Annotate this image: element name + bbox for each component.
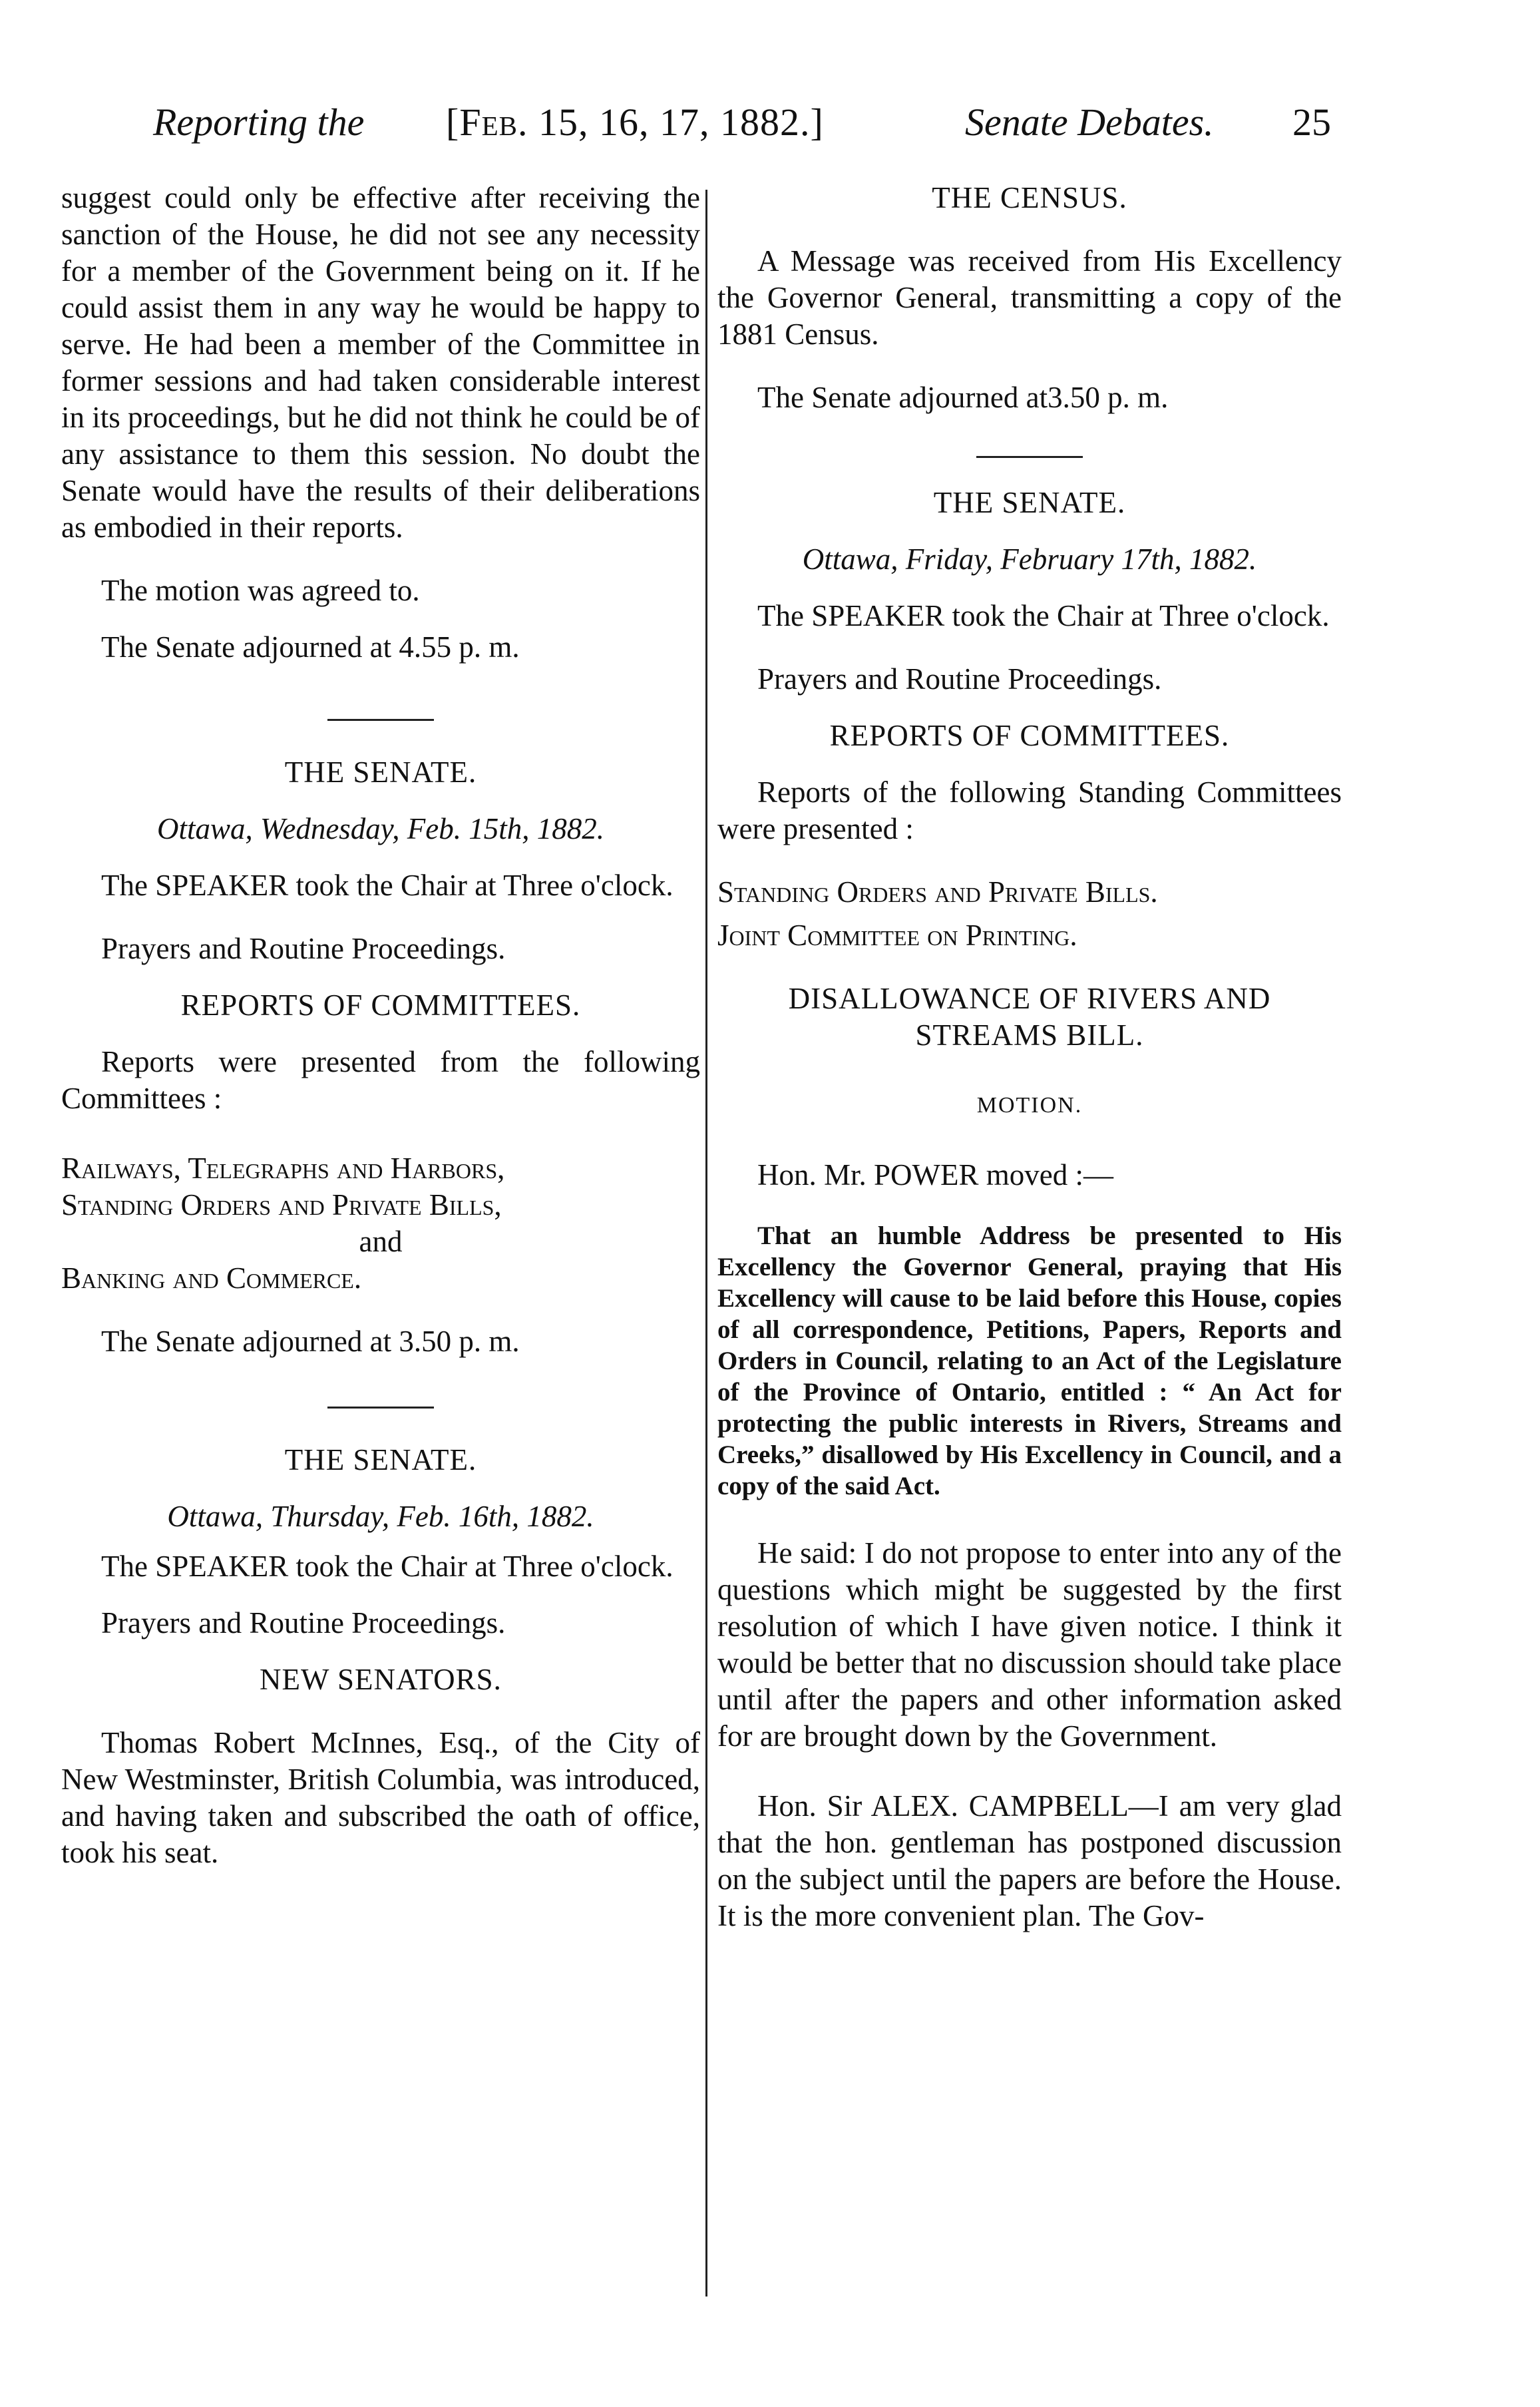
prayers-text: Prayers and Routine Proceedings.: [101, 932, 506, 965]
motion-text: That an humble Address be presented to His Excellency the Governor General, praying that His Excellency will cause to be laid before this House, copies of all correspondence, Petitions, Papers, Reports and Orders in Council, relating to an Act of the Legislature of the Province of Ontario, entitled : “ An Act for protecting the public interests in Rivers, Streams and Creeks,” disallowed by His Excellency in Council, and a copy of the said Act.: [717, 1221, 1342, 1500]
reports-intro: Reports were presented from the following Committees :: [61, 1045, 700, 1115]
section-rule: [327, 719, 434, 721]
header-left: Reporting the: [153, 101, 365, 144]
he-said-text: He said: I do not propose to enter into any of the questions which might be suggested by the first resolution of which I have given notice. I think it would be better that no discussion should take place until after the papers and other information asked for are brought down by the Government.: [717, 1536, 1342, 1753]
prayers-text: Prayers and Routine Proceedings.: [101, 1606, 506, 1640]
new-senators-heading: NEW SENATORS.: [260, 1663, 502, 1696]
header-right: Senate Debates.: [965, 101, 1214, 144]
dateline: Ottawa, Thursday, Feb. 16th, 1882.: [167, 1500, 594, 1533]
committee-conjunction: and: [359, 1225, 403, 1258]
speaker-text: The SPEAKER took the Chair at Three o'clock.: [101, 869, 674, 902]
dateline: Ottawa, Friday, February 17th, 1882.: [802, 543, 1257, 576]
power-moved: Hon. Mr. POWER moved :—: [757, 1158, 1113, 1192]
senate-title: THE SENATE.: [933, 486, 1126, 519]
page-number: 25: [1292, 101, 1331, 144]
committee-item: Standing Orders and Private Bills.: [717, 875, 1158, 909]
section-rule: [976, 456, 1083, 458]
speaker-text: The SPEAKER took the Chair at Three o'clock.: [101, 1550, 674, 1583]
prayers-text: Prayers and Routine Proceedings.: [757, 662, 1162, 696]
campbell-text: Hon. Sir ALEX. CAMPBELL—I am very glad that the hon. gentleman has postponed discussion on the subject until the papers are before the House. It is the more convenient plan. The Gov-: [717, 1789, 1342, 1932]
reports-heading: REPORTS OF COMMITTEES.: [180, 988, 581, 1022]
reports-intro: Reports of the following Standing Committees were presented :: [717, 775, 1342, 845]
adjourned-text: The Senate adjourned at 4.55 p. m.: [101, 630, 520, 664]
committee-item: Banking and Commerce.: [61, 1261, 362, 1295]
senate-title: THE SENATE.: [284, 1443, 477, 1476]
census-heading: THE CENSUS.: [932, 181, 1127, 214]
adjourned-text: The Senate adjourned at 3.50 p. m.: [101, 1325, 520, 1358]
right-column: [717, 180, 1342, 1934]
section-rule: [327, 1407, 434, 1409]
left-column: [61, 180, 700, 1871]
header-dates: [Feb. 15, 16, 17, 1882.]: [446, 101, 824, 144]
continuation-paragraph: suggest could only be effective after receiving the sanction of the House, he did not see any necessity for a member of the Government being on it. If he could assist them in any way he would be happy to serve. He had been a member of the Committee in former sessions and had taken considerable interest in its proceedings, but he did not think he could be of any assistance to them this session. No doubt the Senate would have the results of their deliberations as embodied in their reports.: [61, 181, 700, 544]
committee-item: Standing Orders and Private Bills,: [61, 1188, 502, 1221]
new-senators-text: Thomas Robert McInnes, Esq., of the City of New Westminster, British Columbia, was introduced, and having taken and subscribed the oath of office, took his seat.: [61, 1726, 700, 1869]
committee-item: Joint Committee on Printing.: [717, 919, 1077, 952]
motion-agreed: The motion was agreed to.: [101, 574, 420, 607]
senate-title: THE SENATE.: [284, 756, 477, 789]
committee-item: Railways, Telegraphs and Harbors,: [61, 1152, 505, 1185]
census-text: A Message was received from His Excellency the Governor General, transmitting a copy of the 1881 Census.: [717, 244, 1342, 351]
dateline: Ottawa, Wednesday, Feb. 15th, 1882.: [156, 812, 605, 845]
running-header: [153, 100, 1331, 153]
column-divider: [705, 190, 707, 2297]
adjourned-text: The Senate adjourned at3.50 p. m.: [757, 381, 1169, 414]
motion-label: MOTION.: [976, 1093, 1083, 1118]
reports-heading: REPORTS OF COMMITTEES.: [829, 719, 1230, 752]
disallowance-heading: DISALLOWANCE OF RIVERS AND STREAMS BILL.: [788, 982, 1271, 1052]
speaker-text: The SPEAKER took the Chair at Three o'clock.: [757, 599, 1330, 632]
